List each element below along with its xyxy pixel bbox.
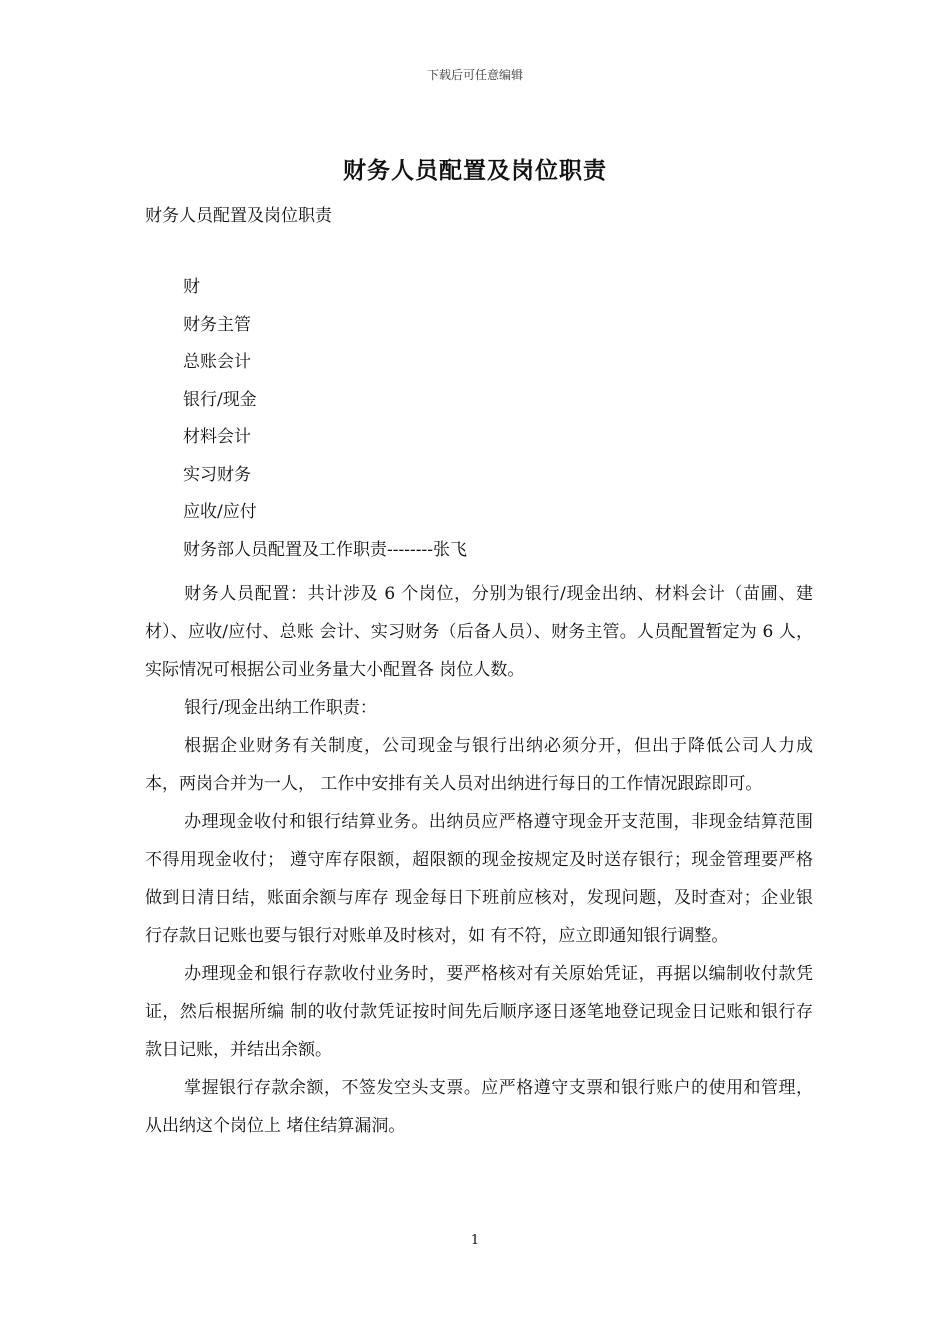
document-title: 财务人员配置及岗位职责: [343, 157, 607, 184]
org-item-bank-cash: 银行/现金: [183, 389, 257, 410]
paragraph-vouchers: 办理现金和银行存款收付业务时，要严格核对有关原始凭证，再据以编制收付款凭证，然后根据所编 制的收付款凭证按时间先后顺序逐日逐笔地登记现金日记账和银行存款日记账，并结出余额。: [145, 964, 813, 1060]
paragraph-cashier-policy: 根据企业财务有关制度，公司现金与银行出纳必须分开，但出于降低公司人力成本，两岗合并为一人， 工作中安排有关人员对出纳进行每日的工作情况跟踪即可。: [145, 736, 813, 794]
page-number: 1: [470, 1233, 480, 1248]
org-item-finance: 财: [183, 277, 200, 297]
org-item-department-heading: 财务部人员配置及工作职责--------张飞: [183, 539, 467, 560]
paragraph-staffing: 财务人员配置：共计涉及 6 个岗位，分别为银行/现金出纳、材料会计（苗圃、建材）、应收/应付、总账 会计、实习财务（后备人员）、财务主管。人员配置暂定为 6 人，实际情况可根据公司业务量大小配置各 岗位人数。: [145, 584, 813, 680]
org-item-receivable-payable: 应收/应付: [183, 502, 257, 522]
paragraph-cash-handling: 办理现金收付和银行结算业务。出纳员应严格遵守现金开支范围，非现金结算范围不得用现金收付； 遵守库存限额，超限额的现金按规定及时送存银行；现金管理要严格做到日清日结，账面余额与库存 现金每日下班前应核对，发现问题，及时查对；企业银行存款日记账也要与银行对账单及时核对，如 有不符，应立即通知银行调整。: [145, 812, 813, 946]
org-item-general-ledger: 总账会计: [183, 352, 251, 372]
org-item-materials-accountant: 材料会计: [183, 427, 251, 447]
org-item-intern-finance: 实习财务: [183, 464, 251, 485]
document-body: [145, 575, 813, 1145]
page-header-note: 下载后可任意编辑: [426, 68, 523, 82]
org-item-finance-manager: 财务主管: [183, 314, 251, 335]
paragraph-bank-balance: 掌握银行存款余额，不签发空头支票。应严格遵守支票和银行账户的使用和管理，从出纳这个岗位上 堵住结算漏洞。: [145, 1078, 813, 1136]
document-subtitle: 财务人员配置及岗位职责: [145, 206, 332, 226]
org-structure-list: [183, 275, 467, 575]
paragraph-cashier-heading: 银行/现金出纳工作职责：: [184, 698, 377, 718]
